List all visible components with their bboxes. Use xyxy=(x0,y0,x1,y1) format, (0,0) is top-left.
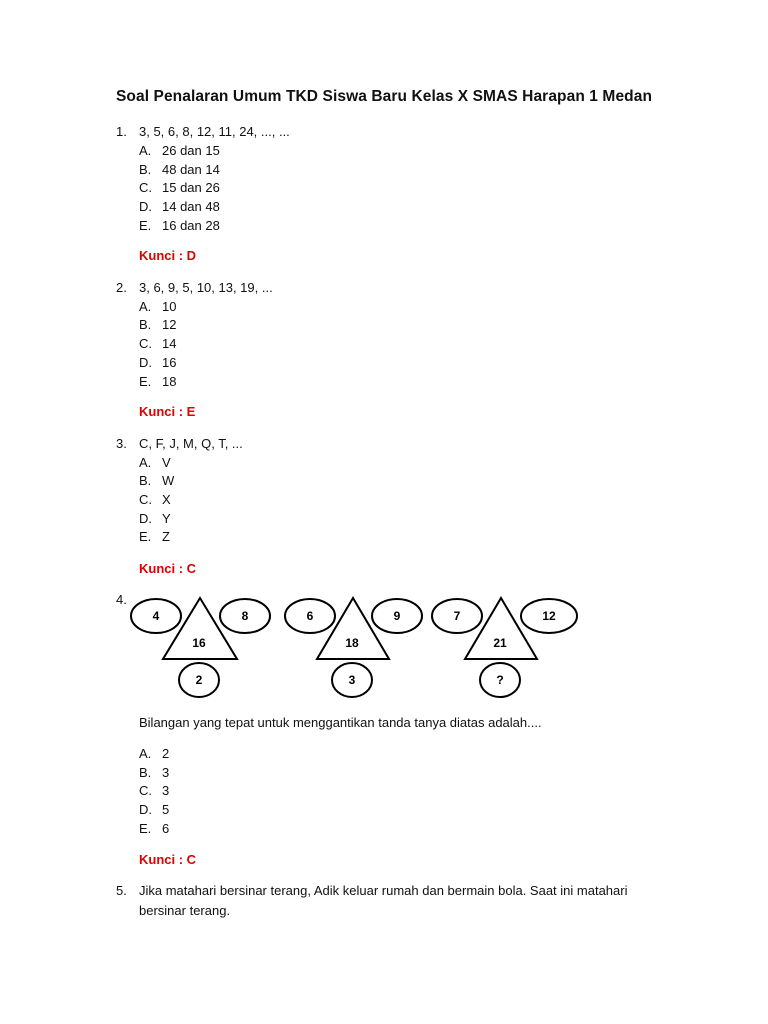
option-letter: C. xyxy=(139,492,152,507)
option-text: 18 xyxy=(162,374,177,389)
option-text: 26 dan 15 xyxy=(162,143,220,158)
option-text: 16 xyxy=(162,355,177,370)
option-text: Z xyxy=(162,529,170,544)
option-text: 14 xyxy=(162,336,177,351)
bottom-oval-value: ? xyxy=(496,673,504,687)
option-text: 12 xyxy=(162,317,177,332)
option-letter: E. xyxy=(139,821,152,836)
answer-key: Kunci : C xyxy=(139,852,197,867)
answer-key: Kunci : C xyxy=(139,561,197,576)
question-number: 4. xyxy=(116,592,127,607)
triangle-value: 21 xyxy=(493,636,507,650)
option-letter: C. xyxy=(139,180,152,195)
option-letter: D. xyxy=(139,511,152,526)
question-text: C, F, J, M, Q, T, ... xyxy=(139,436,243,451)
option-letter: C. xyxy=(139,783,152,798)
option-letter: C. xyxy=(139,336,152,351)
right-oval-value: 12 xyxy=(542,609,556,623)
triangle-value: 16 xyxy=(192,636,206,650)
option-text: V xyxy=(162,455,171,470)
option-text: X xyxy=(162,492,171,507)
question-number: 3. xyxy=(116,436,127,451)
figure-group-1 xyxy=(131,598,270,697)
question-number: 1. xyxy=(116,124,127,139)
left-oval-value: 6 xyxy=(306,609,314,623)
question-text: 3, 5, 6, 8, 12, 11, 24, ..., ... xyxy=(139,124,290,139)
option-letter: E. xyxy=(139,374,152,389)
triangle-value: 18 xyxy=(345,636,359,650)
question-text: Bilangan yang tepat untuk menggantikan tanda tanya diatas adalah.... xyxy=(139,715,542,730)
page-title: Soal Penalaran Umum TKD Siswa Baru Kelas X SMAS Harapan 1 Medan xyxy=(115,88,653,105)
number-pattern-figure xyxy=(120,592,590,704)
bottom-oval-value: 2 xyxy=(195,673,203,687)
left-oval-value: 7 xyxy=(453,609,461,623)
question-number: 5. xyxy=(116,883,127,898)
option-letter: B. xyxy=(139,162,152,177)
right-oval-value: 9 xyxy=(393,609,401,623)
option-letter: A. xyxy=(139,143,152,158)
question-text: 3, 6, 9, 5, 10, 13, 19, ... xyxy=(139,280,273,295)
option-text: 2 xyxy=(162,746,170,761)
question-number: 2. xyxy=(116,280,127,295)
option-letter: B. xyxy=(139,765,152,780)
right-oval-value: 8 xyxy=(241,609,249,623)
option-text: W xyxy=(162,473,175,488)
option-text: 10 xyxy=(162,299,177,314)
option-letter: D. xyxy=(139,199,152,214)
bottom-oval-value: 3 xyxy=(348,673,356,687)
option-letter: A. xyxy=(139,299,152,314)
option-text: 14 dan 48 xyxy=(162,199,220,214)
option-letter: E. xyxy=(139,218,152,233)
option-text: 6 xyxy=(162,821,170,836)
option-text: 3 xyxy=(162,765,170,780)
answer-key: Kunci : E xyxy=(139,404,196,419)
option-letter: B. xyxy=(139,473,152,488)
answer-key: Kunci : D xyxy=(139,248,197,263)
option-letter: D. xyxy=(139,355,152,370)
option-text: 5 xyxy=(162,802,170,817)
option-letter: E. xyxy=(139,529,152,544)
left-oval-value: 4 xyxy=(152,609,160,623)
option-text: 3 xyxy=(162,783,170,798)
option-text: 15 dan 26 xyxy=(162,180,220,195)
option-letter: A. xyxy=(139,746,152,761)
question-text-line: Jika matahari bersinar terang, Adik keluar rumah dan bermain bola. Saat ini matahari xyxy=(139,883,628,898)
option-letter: D. xyxy=(139,802,152,817)
option-text: 48 dan 14 xyxy=(162,162,220,177)
figure-group-2 xyxy=(285,598,422,697)
option-letter: B. xyxy=(139,317,152,332)
figure-group-3 xyxy=(432,598,577,697)
option-text: 16 dan 28 xyxy=(162,218,220,233)
option-text: Y xyxy=(162,511,171,526)
question-text-line: bersinar terang. xyxy=(139,903,231,918)
option-letter: A. xyxy=(139,455,152,470)
